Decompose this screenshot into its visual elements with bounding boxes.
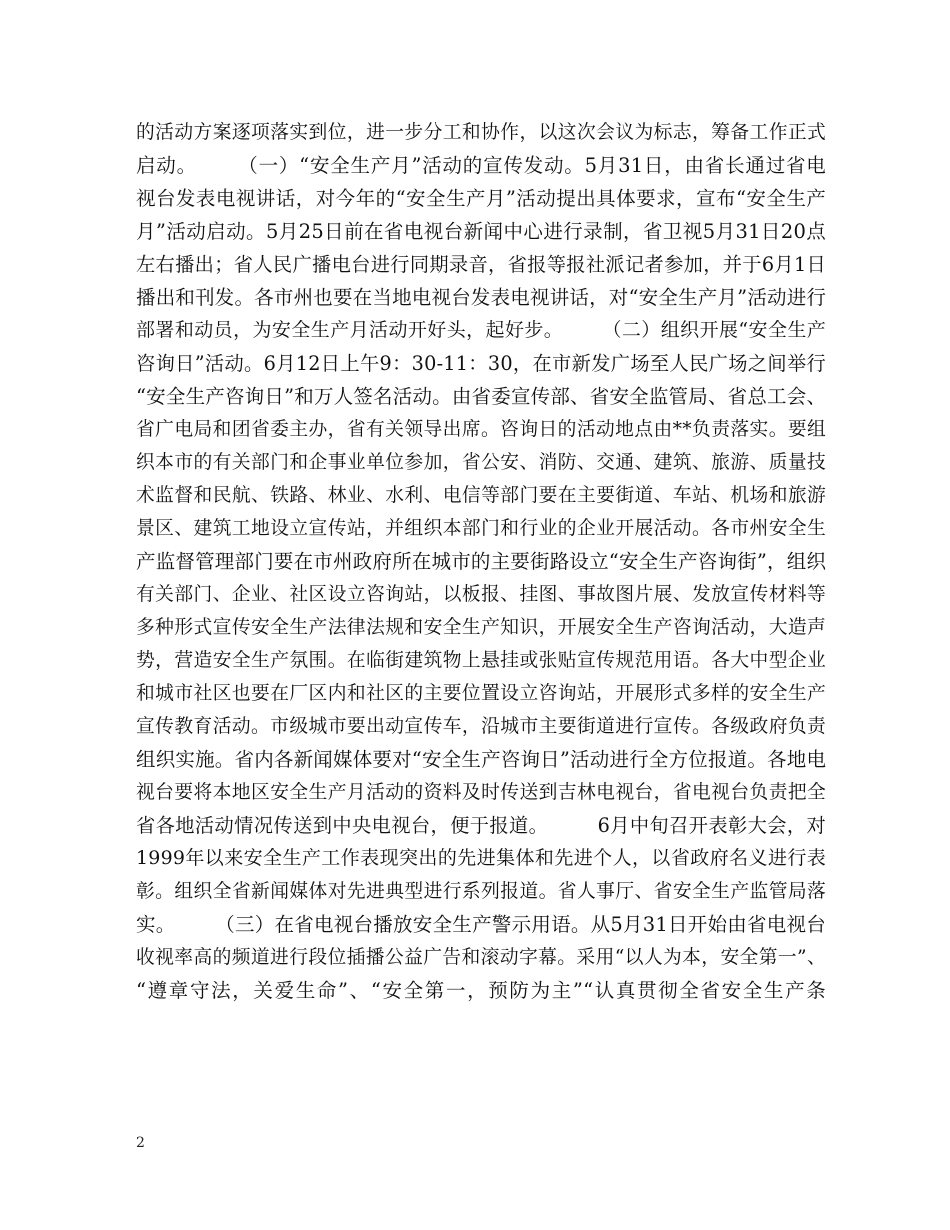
text-line: 彰。组织全省新闻媒体对先进典型进行系列报道。省人事厅、省安全生产监管局落 [136,881,826,902]
text-line: 产监督管理部门要在市州政府所在城市的主要街路设立“安全生产咨询街”，组织 [136,550,827,573]
text-line: 织本市的有关部门和企事业单位参加，省公安、消防、交通、建筑、旅游、质量技 [136,452,826,473]
text-line: 术监督和民航、铁路、林业、水利、电信等部门要在主要街道、车站、机场和旅游 [136,485,826,506]
text-line: 咨询日”活动。6月12日上午9：30-11：30，在市新发广场至人民广场之间举行 [136,352,826,375]
text-line: 收视率高的频道进行段位插播公益广告和滚动字幕。采用“以人为本，安全第一”、 [136,947,826,968]
text-line: 月”活动启动。5月25日前在省电视台新闻中心进行录制，省卫视5月31日20点 [136,220,826,243]
text-line: 省广电局和团省委主办，省有关领导出席。咨询日的活动地点由**负责落实。要组 [136,419,826,440]
text-line: 实。 （三）在省电视台播放安全生产警示用语。从5月31日开始由省电视台 [136,913,826,936]
text-line: 视台要将本地区安全生产月活动的资料及时传送到吉林电视台，省电视台负责把全 [136,782,826,803]
text-line: 播出和刊发。各市州也要在当地电视台发表电视讲话，对“安全生产月”活动进行 [136,286,827,309]
page-number: 2 [136,1135,145,1151]
text-line: 部署和动员，为安全生产月活动开好头，起好步。 （二）组织开展“安全生产 [136,319,826,341]
text-line: 1999年以来安全生产工作表现突出的先进集体和先进个人，以省政府名义进行表 [136,847,826,869]
body-text [136,116,826,1007]
text-line: 视台发表电视讲话，对今年的“安全生产月”活动提出具体要求，宣布“安全生产 [136,187,826,210]
text-line: “遵章守法，关爱生命”、“安全第一，预防为主”“认真贯彻全省安全生产条 [136,979,826,1002]
text-line: 有关部门、企业、社区设立咨询站，以板报、挂图、事故图片展、发放宣传材料等 [136,584,826,605]
text-line: 组织实施。省内各新闻媒体要对“安全生产咨询日”活动进行全方位报道。各地电 [136,748,827,771]
text-line: 宣传教育活动。市级城市要出动宣传车，沿城市主要街道进行宣传。各级政府负责 [136,716,826,737]
text-line: 省各地活动情况传送到中央电视台，便于报道。 6月中旬召开表彰大会，对 [136,814,826,837]
text-line: 的活动方案逐项落实到位，进一步分工和协作，以这次会议为标志，筹备工作正式 [136,122,826,143]
text-line: 和城市社区也要在厂区内和社区的主要位置设立咨询站，开展形式多样的安全生产 [136,683,826,704]
text-line: 多种形式宣传安全生产法律法规和安全生产知识，开展安全生产咨询活动，大造声 [136,617,826,638]
text-line: 景区、建筑工地设立宣传站，并组织本部门和行业的企业开展活动。各市州安全生 [136,518,826,539]
text-line: “安全生产咨询日”和万人签名活动。由省委宣传部、省安全监管局、省总工会、 [136,385,827,408]
text-line: 势，营造安全生产氛围。在临街建筑物上悬挂或张贴宣传规范用语。各大中型企业 [136,650,826,671]
text-line: 启动。 （一）“安全生产月”活动的宣传发动。5月31日，由省长通过省电 [136,154,826,177]
text-line: 左右播出；省人民广播电台进行同期录音，省报等报社派记者参加，并于6月1日 [136,253,826,276]
